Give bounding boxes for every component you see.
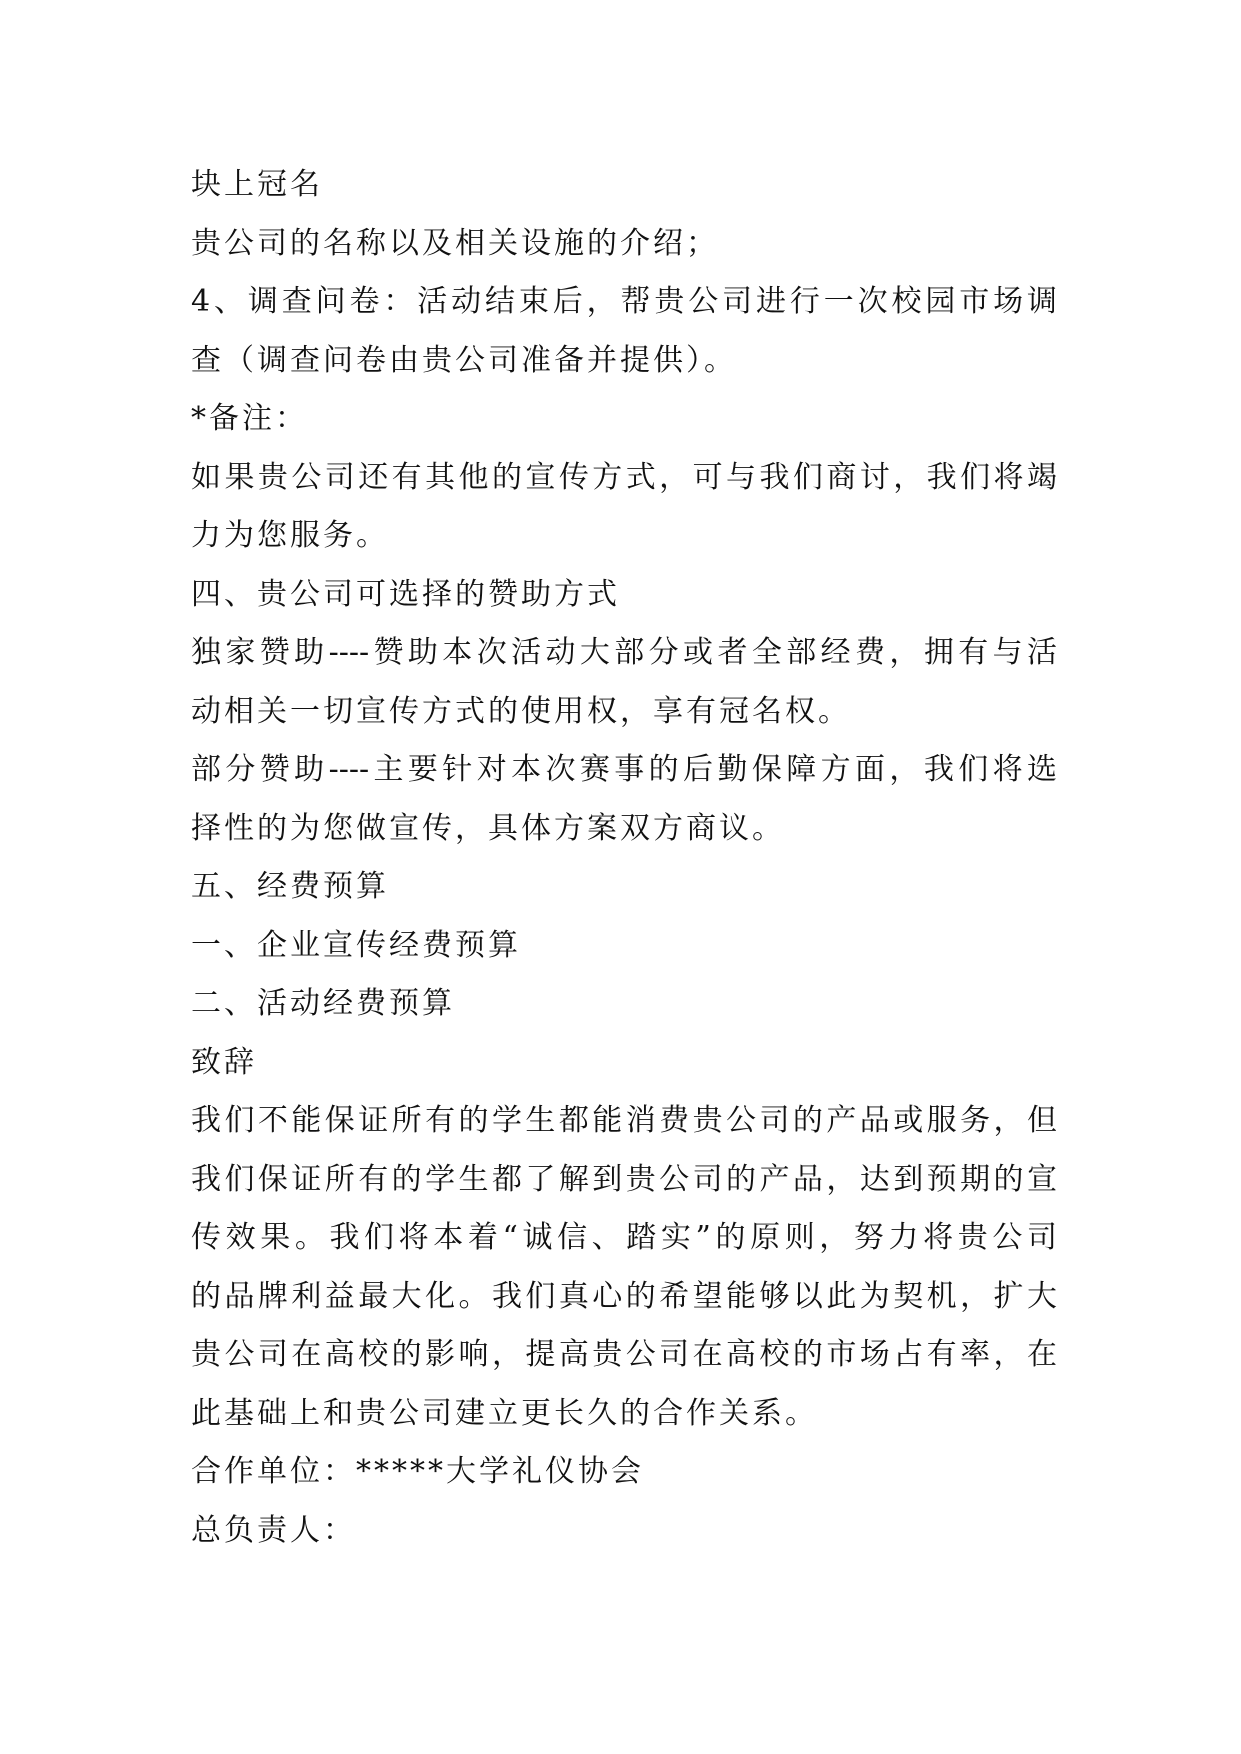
text-line: 传效果。我们将本着“诚信、踏实”的原则，努力将贵公司 [191, 1220, 1057, 1255]
paragraph [191, 975, 1057, 1034]
text-line: 如果贵公司还有其他的宣传方式，可与我们商讨，我们将竭 [191, 459, 1057, 495]
text-line: 贵公司在高校的影响，提高贵公司在高校的市场占有率，在 [191, 1337, 1057, 1372]
document-body [191, 156, 1057, 1560]
paragraph [191, 390, 1057, 449]
text-line: 的品牌利益最大化。我们真心的希望能够以此为契机，扩大 [191, 1278, 1057, 1314]
text-line: 总负责人： [191, 1512, 356, 1548]
paragraph [191, 566, 1057, 625]
paragraph [191, 215, 1057, 274]
text-line: 部分赞助----主要针对本次赛事的后勤保障方面，我们将选 [191, 752, 1057, 787]
text-line: 块上冠名 [191, 167, 323, 202]
paragraph [191, 1034, 1057, 1093]
text-line: 择性的为您做宣传，具体方案双方商议。 [191, 810, 785, 846]
text-line: 此基础上和贵公司建立更长久的合作关系。 [191, 1395, 818, 1431]
text-line: 四、贵公司可选择的赞助方式 [191, 576, 620, 612]
paragraph [191, 1443, 1057, 1502]
text-line: *备注： [191, 401, 308, 436]
text-line: 五、经费预算 [191, 869, 389, 904]
text-line: 我们不能保证所有的学生都能消费贵公司的产品或服务，但 [191, 1103, 1057, 1138]
text-line: 二、活动经费预算 [191, 986, 455, 1021]
paragraph [191, 156, 1057, 215]
text-line: 合作单位：*****大学礼仪协会 [191, 1454, 644, 1489]
paragraph [191, 917, 1057, 976]
paragraph [191, 1092, 1057, 1443]
text-line: 4、调查问卷：活动结束后，帮贵公司进行一次校园市场调 [191, 284, 1057, 319]
paragraph [191, 273, 1057, 390]
paragraph [191, 741, 1057, 858]
text-line: 我们保证所有的学生都了解到贵公司的产品，达到预期的宣 [191, 1161, 1057, 1197]
text-line: 查（调查问卷由贵公司准备并提供）。 [191, 342, 737, 378]
text-line: 致辞 [191, 1044, 257, 1080]
text-line: 独家赞助----赞助本次活动大部分或者全部经费，拥有与活 [191, 635, 1057, 670]
text-line: 贵公司的名称以及相关设施的介绍； [191, 225, 719, 261]
paragraph [191, 624, 1057, 741]
text-line: 一、企业宣传经费预算 [191, 927, 521, 963]
paragraph [191, 449, 1057, 566]
paragraph [191, 858, 1057, 917]
text-line: 力为您服务。 [191, 518, 389, 553]
text-line: 动相关一切宣传方式的使用权，享有冠名权。 [191, 693, 851, 729]
paragraph [191, 1502, 1057, 1561]
